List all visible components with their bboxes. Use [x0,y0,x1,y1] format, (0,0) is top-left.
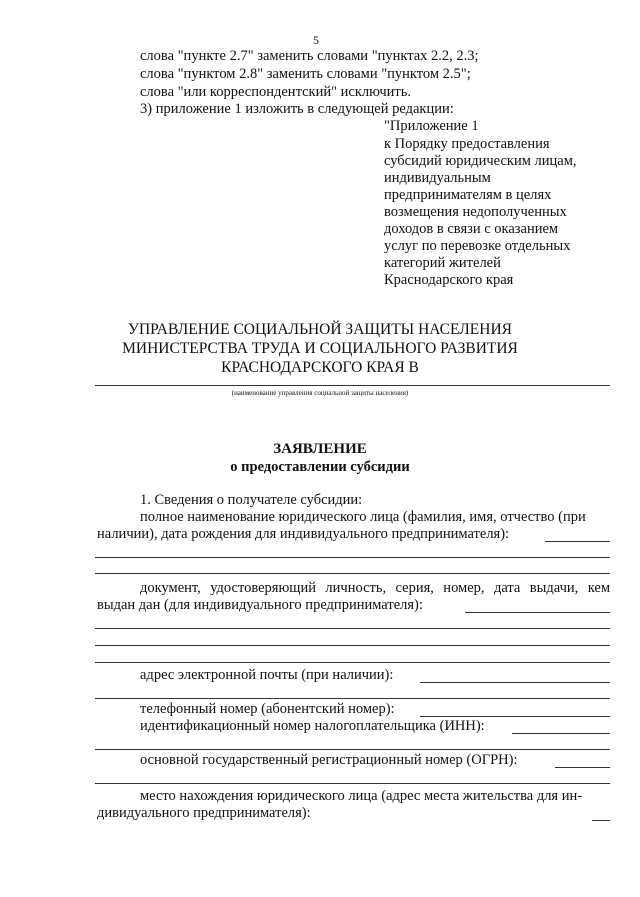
appendix-line-3: субсидий юридическим лицам, [384,153,577,169]
full-name-label-line-1: полное наименование юридического лица (фамилия, имя, отчество (при [140,509,586,525]
full-name-label-line-2: наличии), дата рождения для индивидуального предпринимателя): [97,526,510,542]
document-extra-line-2[interactable] [95,645,610,646]
form-title: ЗАЯВЛЕНИЕ [273,441,367,457]
email-extra-line[interactable] [95,698,610,699]
appendix-line-10: Краснодарского края [384,272,514,288]
ogrn-label: основной государственный регистрационный номер (ОГРН): [140,752,518,768]
appendix-line-5: предпринимателям в целях [384,187,552,203]
page-number: 5 [313,33,319,47]
ogrn-input-line[interactable] [555,767,610,768]
inn-input-line[interactable] [512,733,610,734]
section-title: 1. Сведения о получателе субсидии: [140,492,363,508]
appendix-line-8: услуг по перевозке отдельных [384,238,571,254]
email-label: адрес электронной почты (при наличии): [140,667,394,683]
full-name-extra-line-1[interactable] [95,557,610,558]
department-heading-line-2: МИНИСТЕРСТВА ТРУДА И СОЦИАЛЬНОГО РАЗВИТИЯ [122,340,518,357]
appendix-line-2: к Порядку предоставления [384,136,550,152]
document-extra-line-1[interactable] [95,628,610,629]
department-heading-line-1: УПРАВЛЕНИЕ СОЦИАЛЬНОЙ ЗАЩИТЫ НАСЕЛЕНИЯ [127,321,512,338]
appendix-line-9: категорий жителей [384,255,501,271]
email-input-line[interactable] [420,682,610,683]
appendix-line-6: возмещения недополученных [384,204,567,220]
amendment-line-2: слова "пунктом 2.8" заменить словами "пунктом 2.5"; [140,66,471,82]
appendix-line-1: "Приложение 1 [384,118,479,134]
amendment-line-4: 3) приложение 1 изложить в следующей редакции: [140,101,454,117]
appendix-line-7: доходов в связи с оказанием [384,221,559,237]
full-name-input-line[interactable] [545,541,610,542]
ogrn-extra-line[interactable] [95,783,610,784]
department-name-line [95,385,610,386]
phone-label: телефонный номер (абонентский номер): [140,701,395,717]
full-name-extra-line-2[interactable] [95,573,610,574]
inn-label: идентификационный номер налогоплательщика (ИНН): [140,718,485,734]
location-label-line-2: дивидуального предпринимателя): [97,805,311,821]
document-label-line-1: документ, удостоверяющий личность, серия, номер, дата выдачи, кем [140,580,610,596]
inn-extra-line[interactable] [95,749,610,750]
location-label-line-1: место нахождения юридического лица (адрес места жительства для ин- [140,788,583,804]
form-subtitle: о предоставлении субсидии [230,459,410,475]
phone-input-line[interactable] [420,716,610,717]
document-input-line[interactable] [465,612,610,613]
amendment-line-1: слова "пункте 2.7" заменить словами "пунктах 2.2, 2.3; [140,48,479,64]
appendix-line-4: индивидуальным [384,170,491,186]
location-input-line[interactable] [592,820,610,821]
document-extra-line-3[interactable] [95,662,610,663]
department-heading-line-3: КРАСНОДАРСКОГО КРАЯ В [221,359,419,376]
amendment-line-3: слова "или корреспондентский" исключить. [140,84,412,100]
document-label-line-2: выдан дан (для индивидуального предпринимателя): [97,597,423,613]
department-name-caption: (наименование управления социальной защиты населения) [231,389,409,397]
